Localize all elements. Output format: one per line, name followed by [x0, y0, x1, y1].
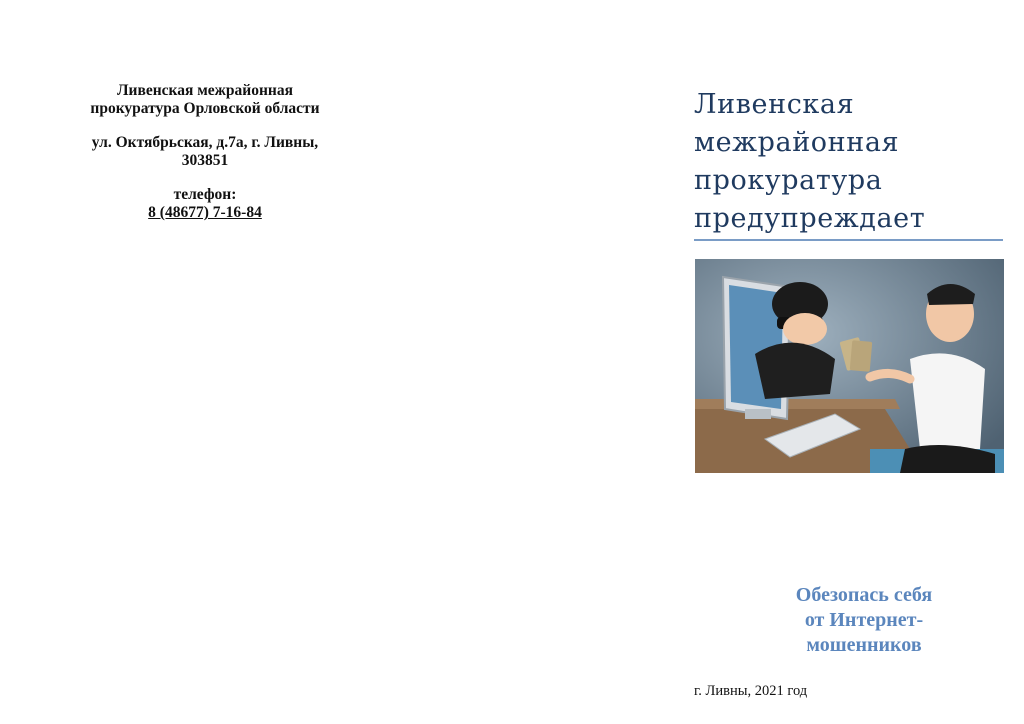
phone-number: 8 (48677) 7-16-84 [148, 204, 262, 221]
address-line-2: 303851 [181, 152, 229, 169]
slogan-line-1: Обезопась себя [795, 584, 933, 606]
title-line-2: межрайонная [694, 127, 900, 158]
address-line-1: ул. Октябрьская, д.7а, г. Ливны, [91, 134, 319, 151]
title-line-4: предупреждает [694, 203, 926, 234]
fraud-illustration-image [695, 259, 1004, 473]
org-name-line-1: Ливенская межрайонная [117, 82, 293, 99]
fraud-illustration [695, 259, 1004, 473]
slogan-line-3: мошенников [806, 634, 922, 656]
slogan-line-2: от Интернет- [804, 609, 924, 631]
slogan [760, 583, 968, 658]
title-underline [694, 239, 1003, 241]
footer-city-year: г. Ливны, 2021 год [694, 683, 808, 699]
title-line-1: Ливенская [694, 89, 855, 120]
leaflet-title [694, 86, 1004, 238]
phone-label: телефон: [173, 186, 237, 203]
contact-block [60, 82, 350, 222]
title-line-3: прокуратура [694, 165, 883, 196]
org-name-line-2: прокуратура Орловской области [90, 100, 320, 117]
